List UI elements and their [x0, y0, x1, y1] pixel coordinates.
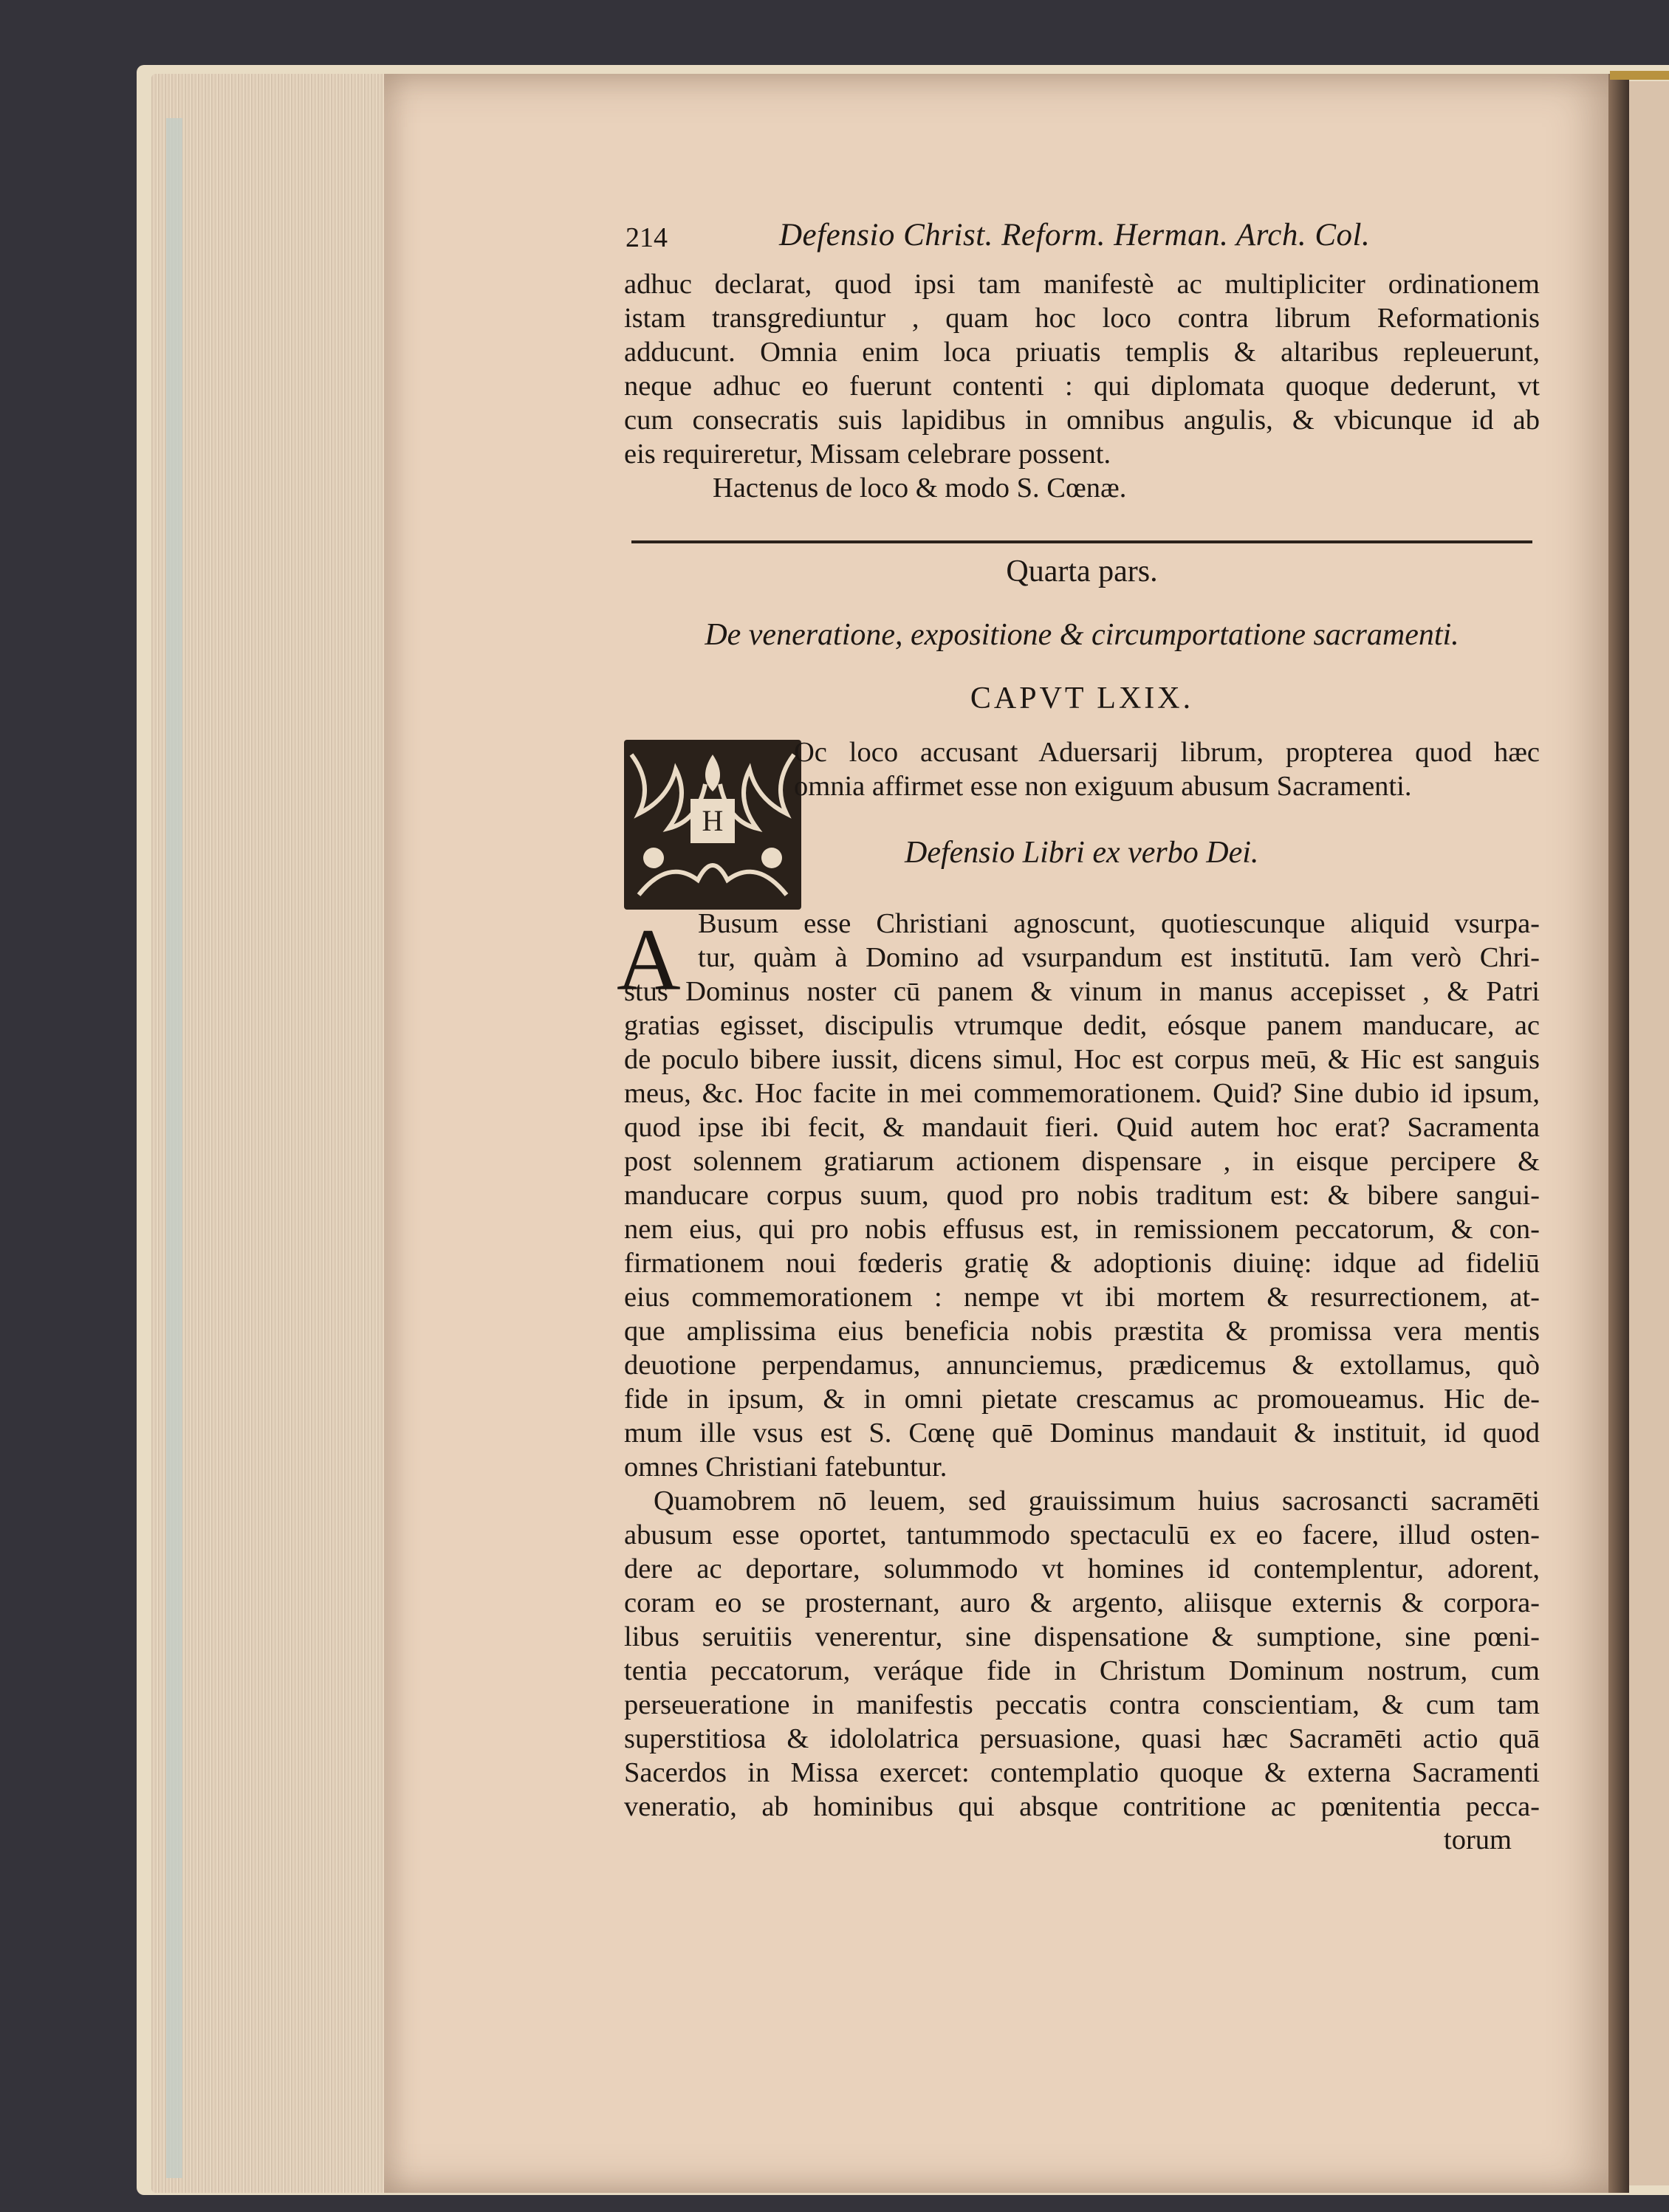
text-line: veneratio, ab hominibus qui absque contritione ac pœnitentia pecca- [624, 1791, 1540, 1822]
text-line: firmationem noui fœderis gratię & adoptionis diuinę: idque ad fideliū [624, 1248, 1540, 1279]
text-line: omnes Christiani fatebuntur. [624, 1452, 947, 1483]
text-line: tentia peccatorum, veráque fide in Christum Dominum nostrum, cum [624, 1655, 1540, 1686]
section-rule [631, 540, 1532, 543]
text-line: dere ac deportare, solummodo vt homines id contemplentur, adorent, [624, 1553, 1540, 1584]
text-line: tur, quàm à Domino ad vsurpandum est institutū. Iam verò Chri- [698, 942, 1540, 973]
text-line: deuotione perpendamus, annunciemus, prædicemus & extollamus, quò [624, 1350, 1540, 1381]
section-title: Quarta pars. [1006, 554, 1158, 588]
text-line: omnia affirmet esse non exiguum abusum Sacramenti. [794, 771, 1412, 802]
book-gutter [1608, 74, 1629, 2193]
text-line: Quamobrem nō leuem, sed grauissimum huius sacrosancti sacramēti [654, 1485, 1540, 1517]
dropcap-letter: H [690, 799, 735, 843]
defense-heading: Defensio Libri ex verbo Dei. [905, 836, 1259, 870]
text-line: Sacerdos in Missa exercet: contemplatio quoque & externa Sacramenti [624, 1757, 1540, 1788]
running-title: Defensio Christ. Reform. Herman. Arch. Col. [779, 218, 1371, 253]
text-line: fide in ipsum, & in omni pietate crescamus ac promoueamus. Hic de- [624, 1384, 1540, 1415]
text-line: quod ipse ibi fecit, & mandauit fieri. Quid autem hoc erat? Sacramenta [624, 1112, 1540, 1143]
text-line: gratias egisset, discipulis vtrumque dedit, eósque panem manducare, ac [624, 1010, 1540, 1041]
text-line: eius commemorationem : nempe vt ibi mortem & resurrectionem, at- [624, 1282, 1540, 1313]
text-line: Busum esse Christiani agnoscunt, quotiescunque aliquid vsurpa- [698, 908, 1540, 939]
decorative-initial [624, 740, 801, 910]
text-line: manducare corpus suum, quod pro nobis traditum est: & bibere sangui- [624, 1180, 1540, 1211]
text-line: que amplissima eius beneficia nobis præstita & promissa vera mentis [624, 1316, 1540, 1347]
text-line: Oc loco accusant Aduersarij librum, propterea quod hæc [794, 737, 1540, 768]
text-line: adducunt. Omnia enim loca priuatis templis & altaribus repleuerunt, [624, 337, 1540, 368]
text-line: nem eius, qui pro nobis effusus est, in remissionem peccatorum, & con- [624, 1214, 1540, 1245]
text-line: adhuc declarat, quod ipsi tam manifestè ac multipliciter ordinationem [624, 269, 1540, 300]
text-line: superstitiosa & idololatrica persuasione, quasi hæc Sacramēti actio quā [624, 1723, 1540, 1754]
page-edge-tint [166, 118, 182, 2178]
gold-ribbon [1610, 71, 1669, 80]
page-number: 214 [626, 222, 668, 253]
text-line: post solennem gratiarum actionem dispensare , in eisque percipere & [624, 1146, 1540, 1177]
text-line: eis requireretur, Missam celebrare possent. [624, 439, 1111, 470]
facing-page-edge [1629, 81, 1669, 2185]
text-line: stus Dominus noster cū panem & vinum in manus accepisset , & Patri [624, 976, 1540, 1007]
closing-line: Hactenus de loco & modo S. Cœnæ. [713, 473, 1127, 504]
running-head [624, 213, 1540, 264]
page-edges [151, 74, 388, 2193]
text-line: de poculo bibere iussit, dicens simul, Hoc est corpus meū, & Hic est sanguis [624, 1044, 1540, 1075]
text-line: coram eo se prosternant, auro & argento, aliisque externis & corpora- [624, 1587, 1540, 1618]
text-line: cum consecratis suis lapidibus in omnibus angulis, & vbicunque id ab [624, 405, 1540, 436]
text-line: meus, &c. Hoc facite in mei commemorationem. Quid? Sine dubio id ipsum, [624, 1078, 1540, 1109]
text-line: mum ille vsus est S. Cœnę quē Dominus mandauit & instituit, id quod [624, 1418, 1540, 1449]
chapter-heading: CAPVT LXIX. [970, 681, 1194, 715]
text-line: libus seruitiis venerentur, sine dispensatione & sumptione, sine pœni- [624, 1621, 1540, 1652]
section-subtitle: De veneratione, expositione & circumportatione sacramenti. [705, 618, 1459, 652]
text-line: istam transgrediuntur , quam hoc loco contra librum Reformationis [624, 303, 1540, 334]
large-initial: A [617, 910, 681, 1009]
text-line: abusum esse oportet, tantummodo spectaculū ex eo facere, illud osten- [624, 1519, 1540, 1550]
catchword: torum [1444, 1824, 1512, 1855]
text-line: neque adhuc eo fuerunt contenti : qui diplomata quoque dederunt, vt [624, 371, 1540, 402]
text-line: perseueratione in manifestis peccatis contra conscientiam, & cum tam [624, 1689, 1540, 1720]
